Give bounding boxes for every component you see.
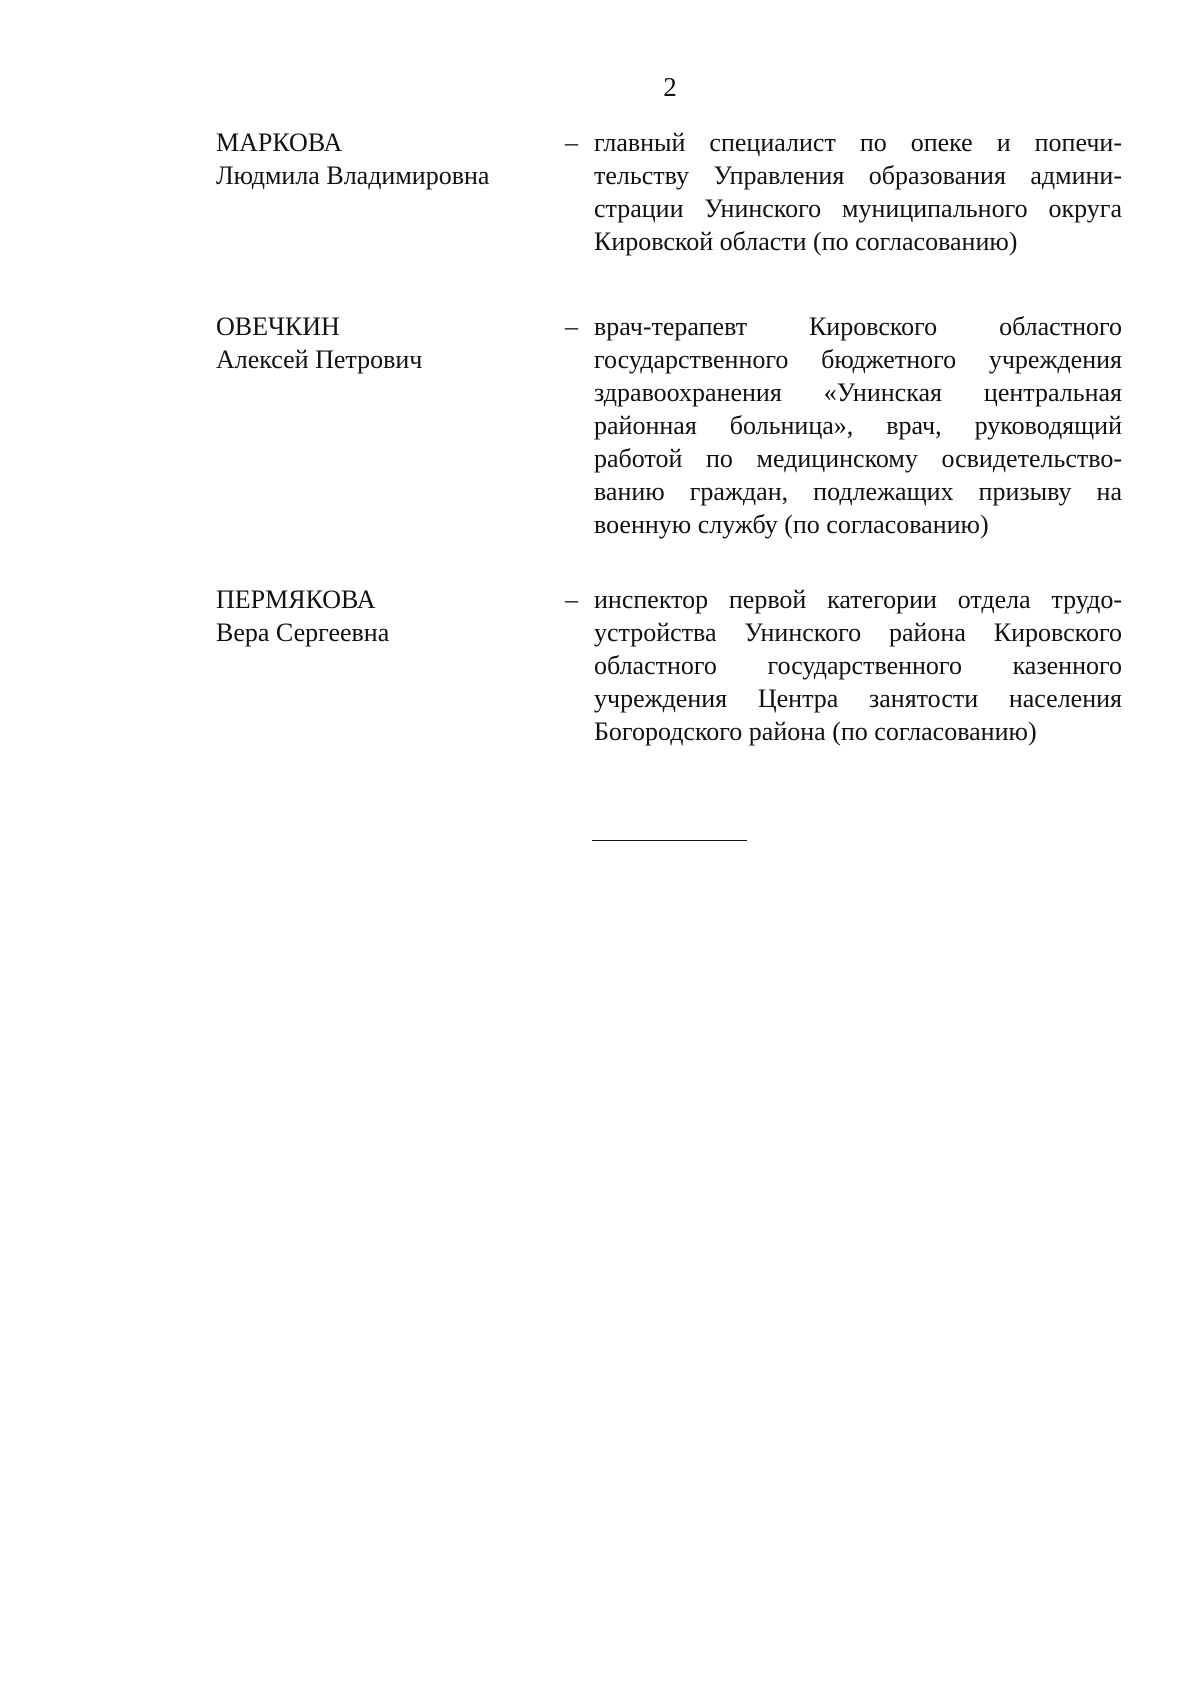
role-line: ванию граждан, подлежащих призыву на bbox=[594, 477, 1122, 506]
role-line: здравоохранения «Унинская центральная bbox=[594, 378, 1122, 407]
member-name bbox=[216, 310, 546, 376]
member-dash: – bbox=[565, 312, 578, 341]
member-dash: – bbox=[565, 128, 578, 157]
member-role bbox=[594, 583, 1122, 748]
role-line: тельству Управления образования админи- bbox=[594, 161, 1122, 190]
member-given-names: Людмила Владимировна bbox=[216, 161, 490, 190]
member-name bbox=[216, 126, 546, 192]
role-line: военную службу (по согласованию) bbox=[594, 510, 989, 539]
role-line: главный специалист по опеке и попечи- bbox=[594, 128, 1122, 157]
member-name bbox=[216, 583, 546, 649]
member-surname: МАРКОВА bbox=[216, 128, 343, 157]
member-role bbox=[594, 310, 1122, 541]
page-number: 2 bbox=[663, 72, 677, 102]
role-line: государственного бюджетного учреждения bbox=[594, 345, 1122, 374]
role-line: районная больница», врач, руководящий bbox=[594, 411, 1122, 440]
role-line: врач-терапевт Кировского областного bbox=[594, 312, 1122, 341]
role-line: устройства Унинского района Кировского bbox=[594, 618, 1122, 647]
role-line: Богородского района (по согласованию) bbox=[594, 717, 1037, 746]
role-line: Кировской области (по согласованию) bbox=[594, 227, 1018, 256]
member-surname: ОВЕЧКИН bbox=[216, 312, 340, 341]
member-given-names: Вера Сергеевна bbox=[216, 618, 390, 647]
role-line: работой по медицинскому освидетельство- bbox=[594, 444, 1122, 473]
role-line: областного государственного казенного bbox=[594, 651, 1122, 680]
member-dash: – bbox=[565, 585, 578, 614]
member-role bbox=[594, 126, 1122, 258]
member-surname: ПЕРМЯКОВА bbox=[216, 585, 376, 614]
member-given-names: Алексей Петрович bbox=[216, 345, 423, 374]
role-line: страции Унинского муниципального округа bbox=[594, 194, 1122, 223]
closing-rule bbox=[592, 840, 747, 841]
role-line: инспектор первой категории отдела трудо- bbox=[594, 585, 1122, 614]
role-line: учреждения Центра занятости населения bbox=[594, 684, 1122, 713]
